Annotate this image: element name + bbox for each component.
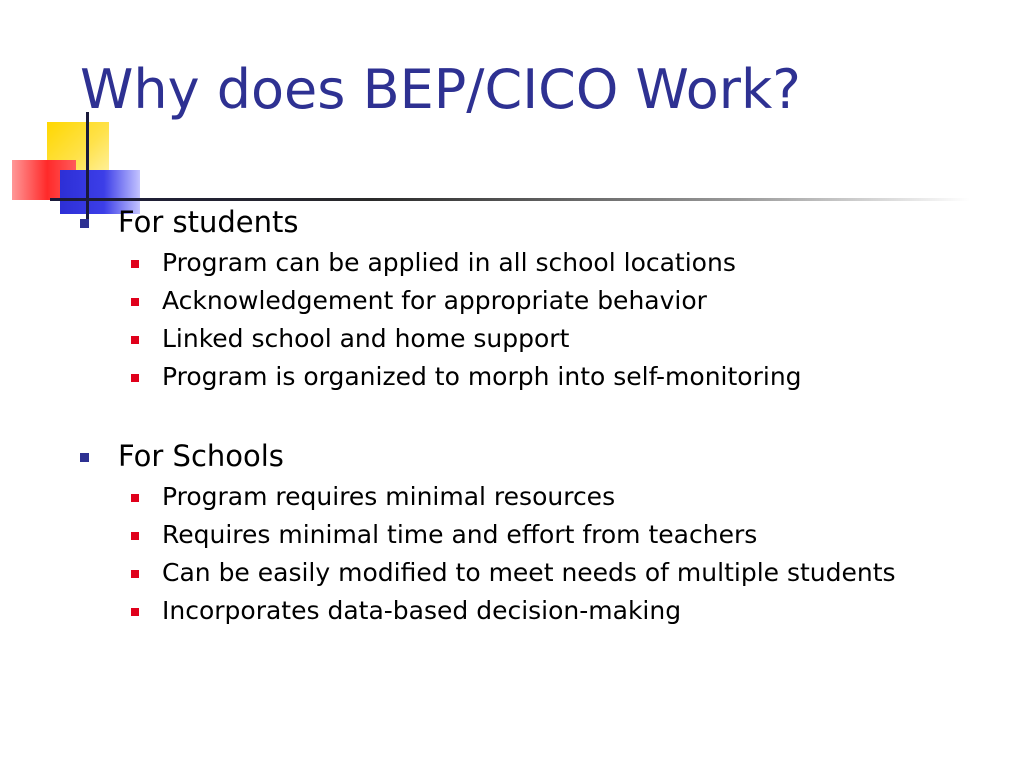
bullet-text: Incorporates data-based decision-making [162, 596, 682, 625]
bullet-level2 [0, 282, 1024, 320]
bullet-level1 [0, 434, 1024, 478]
section-heading: For Schools [118, 439, 284, 473]
square-bullet-icon [131, 374, 139, 382]
bullet-level2 [0, 554, 1024, 592]
square-bullet-icon [80, 453, 89, 462]
bullet-level1 [0, 200, 1024, 244]
slide-body [0, 200, 1024, 630]
bullet-text: Can be easily modified to meet needs of multiple students [162, 558, 896, 587]
square-bullet-icon [131, 298, 139, 306]
square-bullet-icon [80, 219, 89, 228]
square-bullet-icon [131, 532, 139, 540]
square-bullet-icon [131, 570, 139, 578]
bullet-level2 [0, 358, 1024, 396]
square-bullet-icon [131, 494, 139, 502]
bullet-level2 [0, 320, 1024, 358]
bullet-text: Acknowledgement for appropriate behavior [162, 286, 707, 315]
bullet-level2 [0, 516, 1024, 554]
slide-title: Why does BEP/CICO Work? [80, 58, 801, 121]
bullet-text: Program requires minimal resources [162, 482, 616, 511]
section-schools [0, 434, 1024, 630]
bullet-level2 [0, 592, 1024, 630]
bullet-level2 [0, 244, 1024, 282]
bullet-level2 [0, 478, 1024, 516]
bullet-text: Program can be applied in all school locations [162, 248, 736, 277]
bullet-text: Requires minimal time and effort from teachers [162, 520, 758, 549]
square-bullet-icon [131, 336, 139, 344]
section-heading: For students [118, 205, 299, 239]
square-bullet-icon [131, 608, 139, 616]
bullet-text: Linked school and home support [162, 324, 570, 353]
square-bullet-icon [131, 260, 139, 268]
section-students [0, 200, 1024, 396]
bullet-text: Program is organized to morph into self-monitoring [162, 362, 802, 391]
section-spacer [0, 396, 1024, 434]
